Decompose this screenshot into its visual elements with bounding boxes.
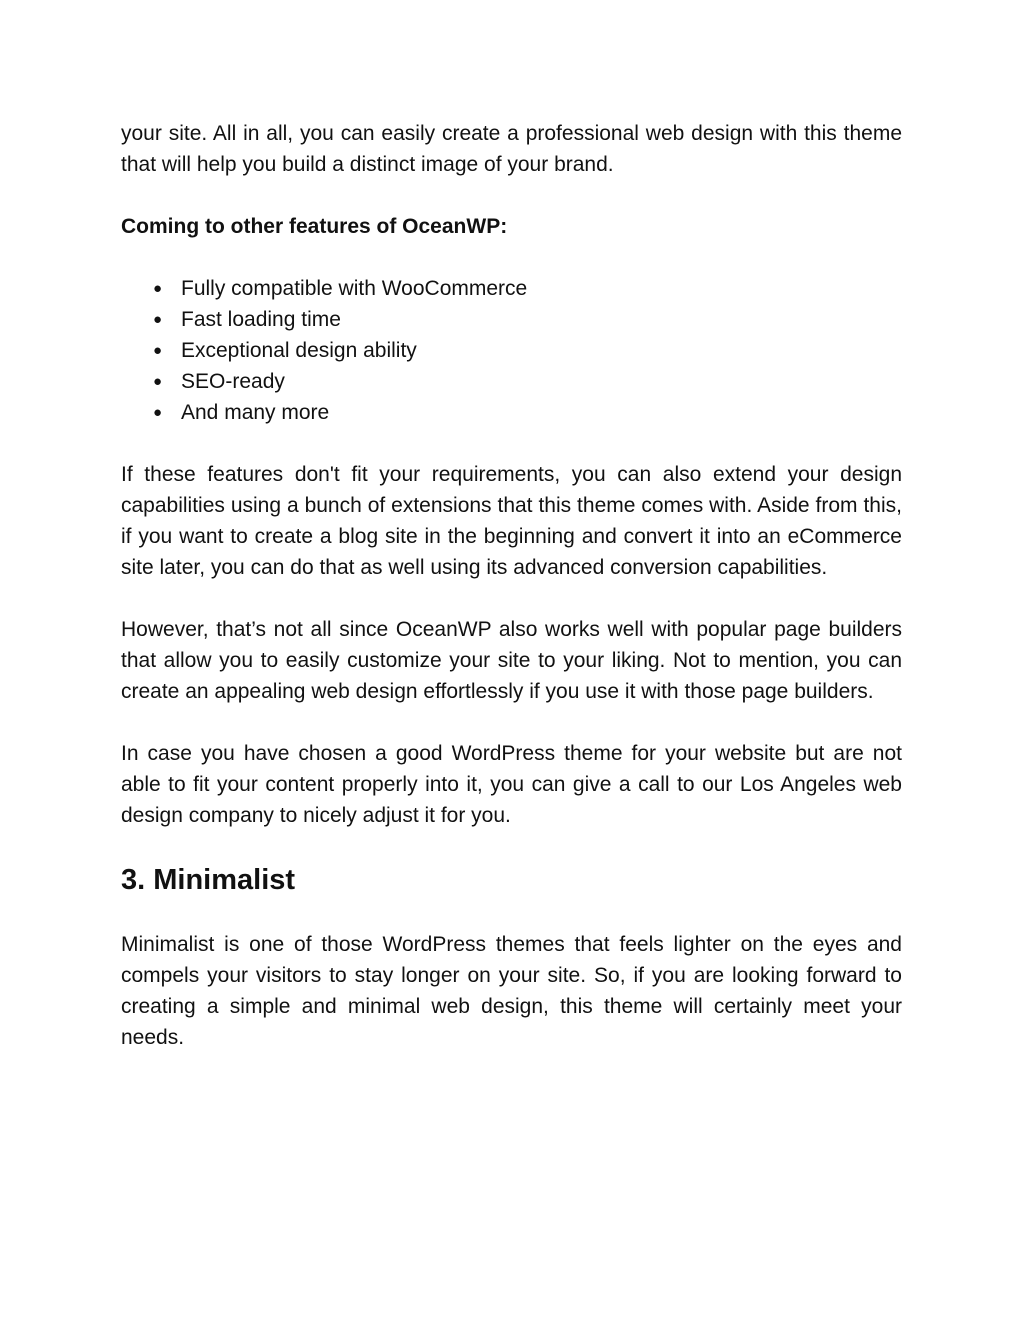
document-page	[121, 118, 902, 1053]
bullet-icon: ●	[153, 280, 163, 297]
list-item	[121, 273, 902, 304]
features-list	[121, 273, 902, 428]
section-heading: 3. Minimalist	[121, 864, 296, 896]
list-item	[121, 335, 902, 366]
list-item-text: Fast loading time	[181, 308, 341, 331]
company-paragraph: In case you have chosen a good WordPress theme for your website but are not able to fit your content properly into it, you can give a call to our Los Angeles web design company to nicely adjust it for you.	[121, 742, 902, 827]
list-item-text: Exceptional design ability	[181, 339, 417, 362]
list-item	[121, 397, 902, 428]
list-item	[121, 366, 902, 397]
list-item-text: SEO-ready	[181, 370, 285, 393]
list-item-text: Fully compatible with WooCommerce	[181, 277, 528, 300]
bullet-icon: ●	[153, 342, 163, 359]
minimalist-paragraph: Minimalist is one of those WordPress themes that feels lighter on the eyes and compels your visitors to stay longer on your site. So, if you are looking forward to creating a simple and minimal web design, this theme will certainly meet your needs.	[121, 933, 902, 1049]
bullet-icon: ●	[153, 311, 163, 328]
list-item-text: And many more	[181, 401, 330, 424]
list-item	[121, 304, 902, 335]
extensions-paragraph: If these features don't fit your requirements, you can also extend your design capabilities using a bunch of extensions that this theme comes with. Aside from this, if you want to create a blog site in the beginning and convert it into an eCommerce site later, you can do that as well using its advanced conversion capabilities.	[121, 463, 902, 579]
page-builders-paragraph: However, that’s not all since OceanWP also works well with popular page builders that allow you to easily customize your site to your liking. Not to mention, you can create an appealing web design effortlessly if you use it with those page builders.	[121, 618, 902, 703]
bullet-icon: ●	[153, 373, 163, 390]
features-heading: Coming to other features of OceanWP:	[121, 215, 508, 238]
bullet-icon: ●	[153, 404, 163, 421]
intro-paragraph: your site. All in all, you can easily create a professional web design with this theme that will help you build a distinct image of your brand.	[121, 122, 902, 176]
